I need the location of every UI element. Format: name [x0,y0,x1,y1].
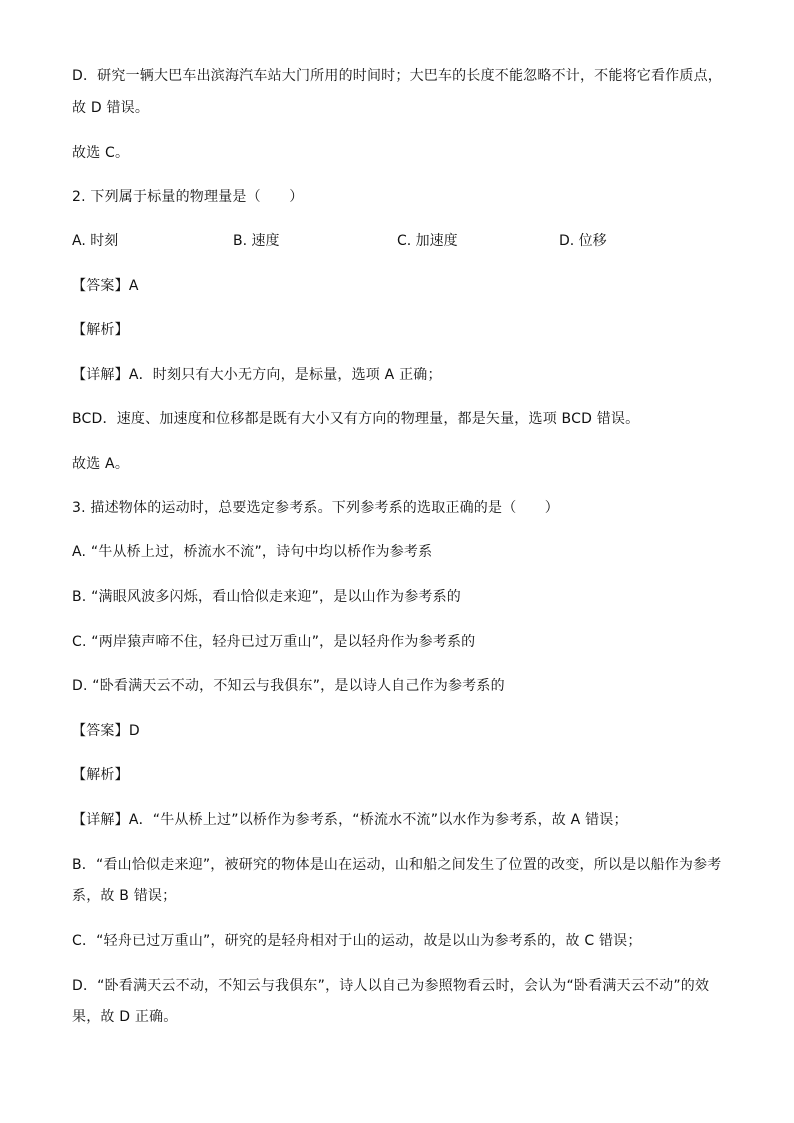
q3-option-c: C. “两岸猿声啼不住，轻舟已过万重山”，是以轻舟作为参考系的 [72,634,476,650]
q3-detail-b-line1: B．“看山恰似走来迎”，被研究的物体是山在运动，山和船之间发生了位置的改变，所以是以船作为参考 [72,857,722,873]
prev-conclusion: 故选 C。 [72,145,130,161]
answer-tag: 【答案】 [72,723,129,739]
answer-value: D [128,723,140,739]
q2-detail-a [72,365,442,385]
q3-detail-c: C．“轻舟已过万重山”，研究的是轻舟相对于山的运动，故是以山为参考系的，故 C 错误； [72,933,642,949]
prev-option-d-line2: 故 D 错误。 [72,100,150,116]
detail-tag: 【详解】 [72,367,129,383]
q2-option-c: C. 加速度 [397,233,458,249]
q2-option-d: D. 位移 [559,233,607,249]
detail-text: A．时刻只有大小无方向，是标量，选项 A 正确； [128,367,442,383]
q3-detail-a [72,810,628,830]
prev-option-d-line1: D．研究一辆大巴车出滨海汽车站大门所用的时间时；大巴车的长度不能忽略不计，不能将它看作质点， [72,68,722,84]
q3-detail-d-line1: D．“卧看满天云不动，不知云与我俱东”，诗人以自己为参照物看云时，会认为“卧看满天云不动”的效 [72,978,710,994]
q3-analysis-heading: 【解析】 [72,767,129,783]
q3-option-d: D. “卧看满天云不动，不知云与我俱东”，是以诗人自己作为参考系的 [72,678,505,694]
q2-option-b: B. 速度 [233,233,280,249]
q3-option-a: A. “牛从桥上过，桥流水不流”，诗句中均以桥作为参考系 [72,544,433,560]
q3-answer [72,721,140,741]
q3-stem: 3. 描述物体的运动时，总要选定参考系。下列参考系的选取正确的是（ ） [72,500,560,516]
detail-tag: 【详解】 [72,812,129,828]
q3-option-b: B. “满眼风波多闪烁，看山恰似走来迎”，是以山作为参考系的 [72,589,462,605]
q2-answer [72,276,139,296]
q2-stem: 2. 下列属于标量的物理量是（ ） [72,189,304,205]
q2-detail-bcd: BCD．速度、加速度和位移都是既有大小又有方向的物理量，都是矢量，选项 BCD 错误。 [72,411,640,427]
q3-detail-d-line2: 果，故 D 正确。 [72,1009,178,1025]
q2-conclusion: 故选 A。 [72,456,130,472]
answer-value: A [128,278,139,294]
answer-tag: 【答案】 [72,278,129,294]
q3-detail-b-line2: 系，故 B 错误； [72,888,177,904]
q2-option-a: A. 时刻 [72,233,119,249]
q2-analysis-heading: 【解析】 [72,322,129,338]
detail-text: A．“牛从桥上过”以桥作为参考系，“桥流水不流”以水作为参考系，故 A 错误； [128,812,628,828]
